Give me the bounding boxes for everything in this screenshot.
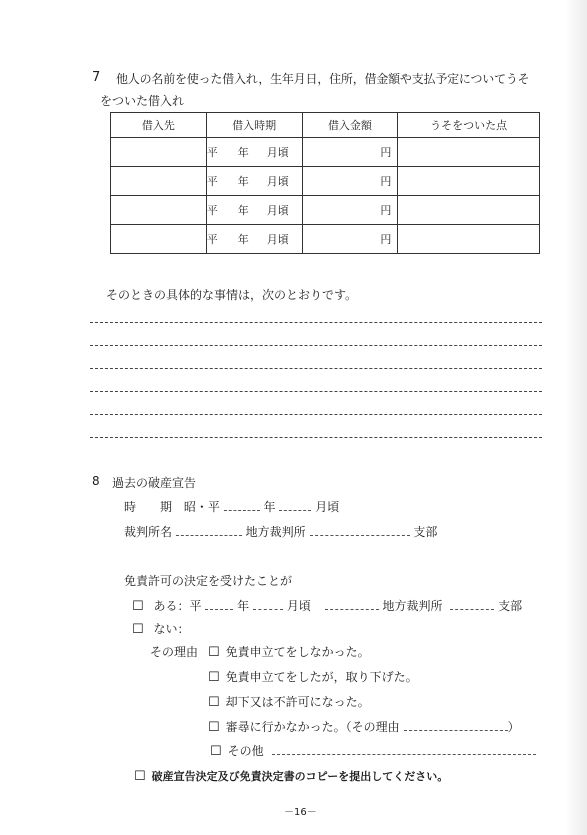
copy-request-row: ☐ 破産宣告決定及び免責決定書のコピーを提出してください。 bbox=[134, 769, 449, 784]
reason-label: その理由 bbox=[150, 645, 199, 659]
section7-title-line2: をついた借入れ bbox=[100, 94, 185, 108]
no-row bbox=[132, 620, 190, 637]
lender-cell[interactable] bbox=[111, 167, 207, 196]
yes-row: ☐ ある：平 年 月頃 地方裁判所 支部 bbox=[132, 599, 523, 614]
yes-label: ある：平 bbox=[153, 599, 202, 613]
other-reason-field[interactable] bbox=[272, 753, 536, 755]
lender-cell[interactable] bbox=[111, 196, 207, 225]
no-checkbox[interactable]: ☐ bbox=[132, 622, 144, 637]
lie-point-cell[interactable] bbox=[398, 225, 540, 254]
circumstance-line-5[interactable] bbox=[90, 414, 542, 415]
circumstance-line-6[interactable] bbox=[90, 437, 542, 438]
reason-checkbox-3[interactable]: ☐ bbox=[208, 695, 220, 710]
time-label: 時 期 bbox=[124, 500, 173, 514]
reason-item-5: ☐ その他 bbox=[210, 742, 536, 759]
no-label: ない： bbox=[153, 622, 190, 636]
table-row bbox=[111, 225, 540, 254]
table-row bbox=[111, 138, 540, 167]
table-row bbox=[111, 196, 540, 225]
header-amount: 借入金額 bbox=[302, 113, 398, 138]
circumstance-label: そのときの具体的な事情は，次のとおりです。 bbox=[106, 288, 358, 302]
discharge-question: 免責許可の決定を受けたことが bbox=[124, 574, 293, 588]
reason-item-2: ☐ 免責申立てをしたが，取り下げた。 bbox=[208, 670, 418, 685]
yes-court-field[interactable] bbox=[325, 608, 379, 610]
circumstance-line-2[interactable] bbox=[90, 345, 542, 346]
section8-number: 8 bbox=[92, 474, 100, 488]
era-label: 昭・平 bbox=[183, 500, 220, 514]
circumstance-line-1[interactable] bbox=[90, 322, 542, 323]
yes-year-field[interactable] bbox=[205, 608, 233, 610]
loan-table-header bbox=[111, 113, 540, 138]
court-row: 裁判所名 地方裁判所 支部 bbox=[124, 525, 438, 539]
reason-item-3: ☐ 却下又は不許可になった。 bbox=[208, 695, 370, 710]
lie-point-cell[interactable] bbox=[398, 167, 540, 196]
month-field[interactable] bbox=[279, 509, 311, 511]
court-prefecture-field[interactable] bbox=[176, 534, 242, 536]
loan-table bbox=[110, 112, 540, 254]
reason-checkbox-5[interactable]: ☐ bbox=[210, 744, 222, 759]
header-lender: 借入先 bbox=[111, 113, 207, 138]
copy-request-checkbox[interactable]: ☐ bbox=[134, 769, 146, 784]
period-cell[interactable]: 平 年 月頃 bbox=[206, 167, 302, 196]
court-label: 裁判所名 bbox=[124, 525, 173, 539]
amount-cell[interactable]: 円 bbox=[302, 225, 398, 254]
reason-item-4: ☐ 審尋に行かなかった。（その理由 ） bbox=[208, 720, 520, 735]
circumstance-line-3[interactable] bbox=[90, 368, 542, 369]
year-field[interactable] bbox=[224, 509, 260, 511]
reason-checkbox-1[interactable]: ☐ bbox=[208, 645, 220, 660]
amount-cell[interactable]: 円 bbox=[302, 138, 398, 167]
circumstance-line-4[interactable] bbox=[90, 391, 542, 392]
scan-edge-shadow bbox=[565, 0, 587, 835]
amount-cell[interactable]: 円 bbox=[302, 167, 398, 196]
lie-point-cell[interactable] bbox=[398, 138, 540, 167]
lie-point-cell[interactable] bbox=[398, 196, 540, 225]
reason-checkbox-2[interactable]: ☐ bbox=[208, 670, 220, 685]
section8-title: 過去の破産宣告 bbox=[112, 476, 197, 490]
amount-cell[interactable]: 円 bbox=[302, 196, 398, 225]
table-row bbox=[111, 167, 540, 196]
header-lie-point: うそをついた点 bbox=[398, 113, 540, 138]
yes-branch-field[interactable] bbox=[450, 608, 494, 610]
yes-checkbox[interactable]: ☐ bbox=[132, 599, 144, 614]
period-cell[interactable]: 平 年 月頃 bbox=[206, 225, 302, 254]
period-cell[interactable]: 平 年 月頃 bbox=[206, 196, 302, 225]
branch-field[interactable] bbox=[310, 534, 410, 536]
bankruptcy-time-row: 時 期 昭・平 年 月頃 bbox=[124, 500, 340, 514]
header-period: 借入時期 bbox=[206, 113, 302, 138]
reason-checkbox-4[interactable]: ☐ bbox=[208, 720, 220, 735]
period-cell[interactable]: 平 年 月頃 bbox=[206, 138, 302, 167]
section7-number: 7 bbox=[92, 70, 101, 85]
page-number: －16－ bbox=[284, 807, 317, 818]
lender-cell[interactable] bbox=[111, 138, 207, 167]
lender-cell[interactable] bbox=[111, 225, 207, 254]
reason-detail-field[interactable] bbox=[404, 729, 508, 731]
section7-title-line1: 他人の名前を使った借入れ，生年月日，住所，借金額や支払予定についてうそ bbox=[116, 72, 530, 86]
yes-month-field[interactable] bbox=[253, 608, 283, 610]
reason-item-1: ☐ 免責申立てをしなかった。 bbox=[208, 645, 370, 660]
